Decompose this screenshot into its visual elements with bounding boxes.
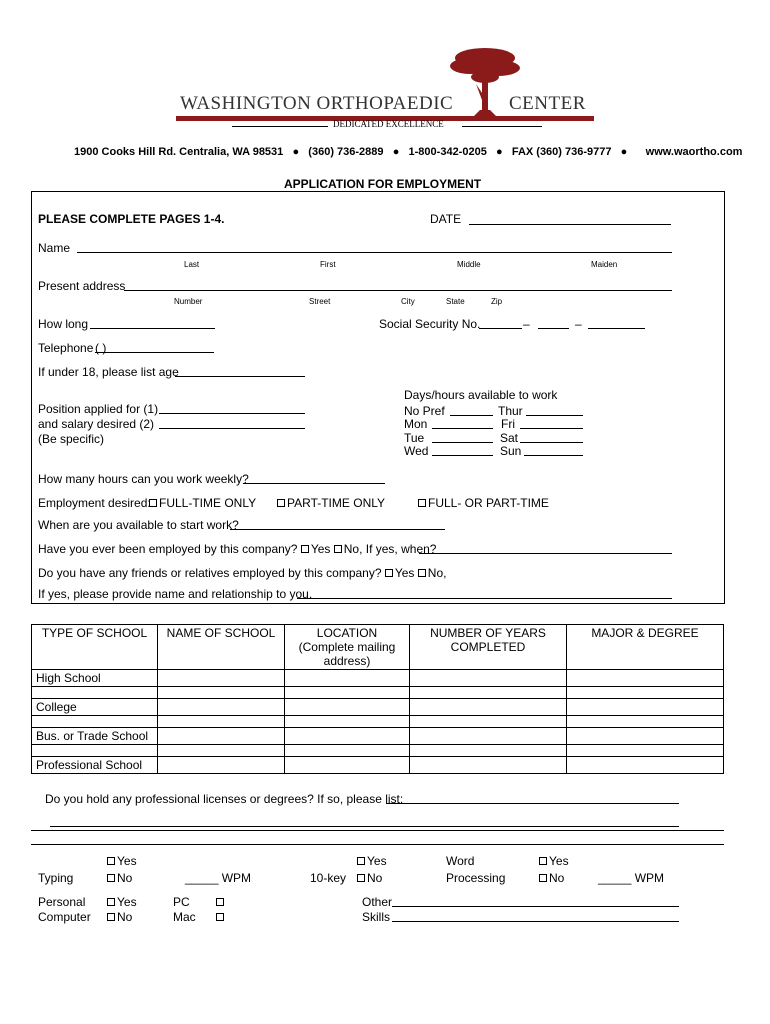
- relationship-field[interactable]: [297, 598, 672, 599]
- education-table: [31, 624, 724, 774]
- hours-weekly-field[interactable]: [243, 483, 385, 484]
- sun-field[interactable]: [524, 455, 583, 456]
- hours-weekly-label: How many hours can you work weekly?: [38, 472, 249, 486]
- ssn-field-3[interactable]: [588, 328, 645, 329]
- thur-field[interactable]: [526, 415, 583, 416]
- checkbox-icon[interactable]: [301, 545, 309, 553]
- checkbox-icon[interactable]: [107, 874, 115, 882]
- day-tue: Tue: [404, 431, 425, 445]
- typing-label: Typing: [38, 871, 74, 885]
- website: www.waortho.com: [645, 146, 743, 158]
- name-part-maiden: Maiden: [591, 260, 618, 269]
- licenses-label: Do you hold any professional licenses or degrees? If so, please list:: [45, 792, 404, 806]
- day-mon: Mon: [404, 417, 428, 431]
- name-label: Name: [38, 241, 71, 255]
- address: 1900 Cooks Hill Rd. Centralia, WA 98531: [74, 146, 284, 158]
- address-part-street: Street: [309, 297, 331, 306]
- checkbox-icon[interactable]: [149, 499, 157, 507]
- position-label-2: and salary desired (2): [38, 417, 155, 431]
- start-label: When are you available to start work?: [38, 518, 239, 532]
- mon-field[interactable]: [432, 428, 493, 429]
- name-part-first: First: [320, 260, 336, 269]
- header-name: NAME OF SCHOOL: [158, 625, 285, 670]
- checkbox-icon[interactable]: [418, 499, 426, 507]
- checkbox-icon[interactable]: [107, 913, 115, 921]
- how-long-label: How long: [38, 317, 89, 331]
- employed-when-field[interactable]: [419, 553, 672, 554]
- licenses-field[interactable]: [386, 803, 679, 804]
- word-label: Word: [446, 854, 475, 868]
- nopref-field[interactable]: [450, 415, 493, 416]
- address-part-city: City: [401, 297, 415, 306]
- address-field[interactable]: [124, 290, 672, 291]
- ssn-field-1[interactable]: [479, 328, 522, 329]
- date-field[interactable]: [469, 224, 671, 225]
- checkbox-icon[interactable]: [216, 913, 224, 921]
- full-or-part-option[interactable]: FULL- OR PART-TIME: [418, 496, 549, 510]
- ssn-separator: –: [575, 317, 582, 331]
- employment-desired-label: Employment desired:: [38, 496, 151, 510]
- part-time-option[interactable]: PART-TIME ONLY: [277, 496, 385, 510]
- telephone-area: ( ): [95, 341, 107, 355]
- checkbox-icon[interactable]: [357, 857, 365, 865]
- typing-yes[interactable]: Yes: [107, 854, 137, 868]
- friends-row: Do you have any friends or relatives employed by this company? Yes No,: [38, 566, 447, 580]
- table-header-row: [32, 625, 724, 670]
- employed-before-row: Have you ever been employed by this company? Yes No, If yes, when?: [38, 542, 437, 556]
- checkbox-icon[interactable]: [107, 857, 115, 865]
- other-field[interactable]: [392, 906, 679, 907]
- header-major: MAJOR & DEGREE: [567, 625, 724, 670]
- checkbox-icon[interactable]: [539, 857, 547, 865]
- complete-note: PLEASE COMPLETE PAGES 1-4.: [38, 212, 225, 226]
- fri-field[interactable]: [520, 428, 583, 429]
- checkbox-icon[interactable]: [216, 898, 224, 906]
- address-part-state: State: [446, 297, 465, 306]
- licenses-field-2[interactable]: [50, 826, 679, 827]
- company-name-end: CENTER: [509, 93, 586, 114]
- telephone-label: Telephone: [38, 341, 94, 355]
- pc-label: PC: [173, 895, 190, 909]
- header-type: TYPE OF SCHOOL: [32, 625, 158, 670]
- day-sun: Sun: [500, 444, 522, 458]
- form-title: APPLICATION FOR EMPLOYMENT: [284, 177, 482, 191]
- word-no[interactable]: No: [539, 871, 564, 885]
- header-location: LOCATION (Complete mailing address): [285, 625, 410, 670]
- age-field[interactable]: [175, 376, 305, 377]
- start-field[interactable]: [230, 529, 445, 530]
- mac-checkbox[interactable]: [216, 910, 226, 924]
- typing-wpm[interactable]: _____ WPM: [185, 871, 252, 885]
- position-field-1[interactable]: [159, 413, 305, 414]
- position-field-2[interactable]: [159, 428, 305, 429]
- mac-label: Mac: [173, 910, 196, 924]
- row-trade-school: Bus. or Trade School: [32, 728, 158, 745]
- sat-field[interactable]: [520, 442, 583, 443]
- company-name: WASHINGTON ORTHOPAEDIC: [180, 93, 454, 114]
- name-field[interactable]: [77, 252, 672, 253]
- typing-no[interactable]: No: [107, 871, 132, 885]
- address-part-number: Number: [174, 297, 203, 306]
- relationship-label: If yes, please provide name and relationship to you.: [38, 587, 313, 601]
- how-long-field[interactable]: [90, 328, 215, 329]
- skills-field[interactable]: [392, 921, 679, 922]
- computer-yes[interactable]: Yes: [107, 895, 137, 909]
- computer-no[interactable]: No: [107, 910, 132, 924]
- tollfree: 1-800-342-0205: [408, 146, 487, 158]
- checkbox-icon[interactable]: [418, 569, 426, 577]
- contact-line: 1900 Cooks Hill Rd. Centralia, WA 98531 ● (360) 736-2889 ● 1-800-342-0205 ● FAX (360) 736-9777 ● www.waortho.com: [74, 146, 743, 158]
- tenkey-no[interactable]: No: [357, 871, 382, 885]
- other-label: Other: [362, 895, 393, 909]
- under18-label: If under 18, please list age: [38, 365, 179, 379]
- checkbox-icon[interactable]: [357, 874, 365, 882]
- word-wpm[interactable]: _____ WPM: [598, 871, 665, 885]
- word-yes[interactable]: Yes: [539, 854, 569, 868]
- day-nopref: No Pref: [404, 404, 445, 418]
- checkbox-icon[interactable]: [277, 499, 285, 507]
- processing-label: Processing: [446, 871, 506, 885]
- phone: (360) 736-2889: [308, 146, 384, 158]
- tenkey-label: 10-key: [310, 871, 347, 885]
- address-label: Present address: [38, 279, 126, 293]
- address-part-zip: Zip: [491, 297, 503, 306]
- telephone-field[interactable]: [95, 352, 214, 353]
- wed-field[interactable]: [432, 455, 493, 456]
- personal-label: Personal: [38, 895, 86, 909]
- checkbox-icon[interactable]: [107, 898, 115, 906]
- name-part-middle: Middle: [457, 260, 481, 269]
- ssn-separator: –: [523, 317, 530, 331]
- day-thur: Thur: [498, 404, 523, 418]
- pc-checkbox[interactable]: [216, 895, 226, 909]
- row-college: College: [32, 699, 158, 716]
- computer-label: Computer: [38, 910, 91, 924]
- tue-field[interactable]: [432, 442, 493, 443]
- checkbox-icon[interactable]: [385, 569, 393, 577]
- full-time-option[interactable]: FULL-TIME ONLY: [149, 496, 256, 510]
- checkbox-icon[interactable]: [539, 874, 547, 882]
- day-fri: Fri: [501, 417, 515, 431]
- days-hours-label: Days/hours available to work: [404, 388, 558, 402]
- name-part-last: Last: [184, 260, 200, 269]
- tenkey-yes[interactable]: Yes: [357, 854, 387, 868]
- skills-label: Skills: [362, 910, 391, 924]
- date-label: DATE: [430, 212, 462, 226]
- row-high-school: High School: [32, 670, 158, 687]
- day-sat: Sat: [500, 431, 519, 445]
- checkbox-icon[interactable]: [334, 545, 342, 553]
- fax: FAX (360) 736-9777: [511, 146, 612, 158]
- header-years: NUMBER OF YEARS COMPLETED: [410, 625, 567, 670]
- be-specific-note: (Be specific): [38, 432, 105, 446]
- position-label-1: Position applied for (1): [38, 402, 159, 416]
- row-professional-school: Professional School: [32, 757, 158, 774]
- tagline: DEDICATED EXCELLENCE: [333, 119, 444, 129]
- day-wed: Wed: [404, 444, 429, 458]
- ssn-label: Social Security No.: [379, 317, 481, 331]
- ssn-field-2[interactable]: [538, 328, 569, 329]
